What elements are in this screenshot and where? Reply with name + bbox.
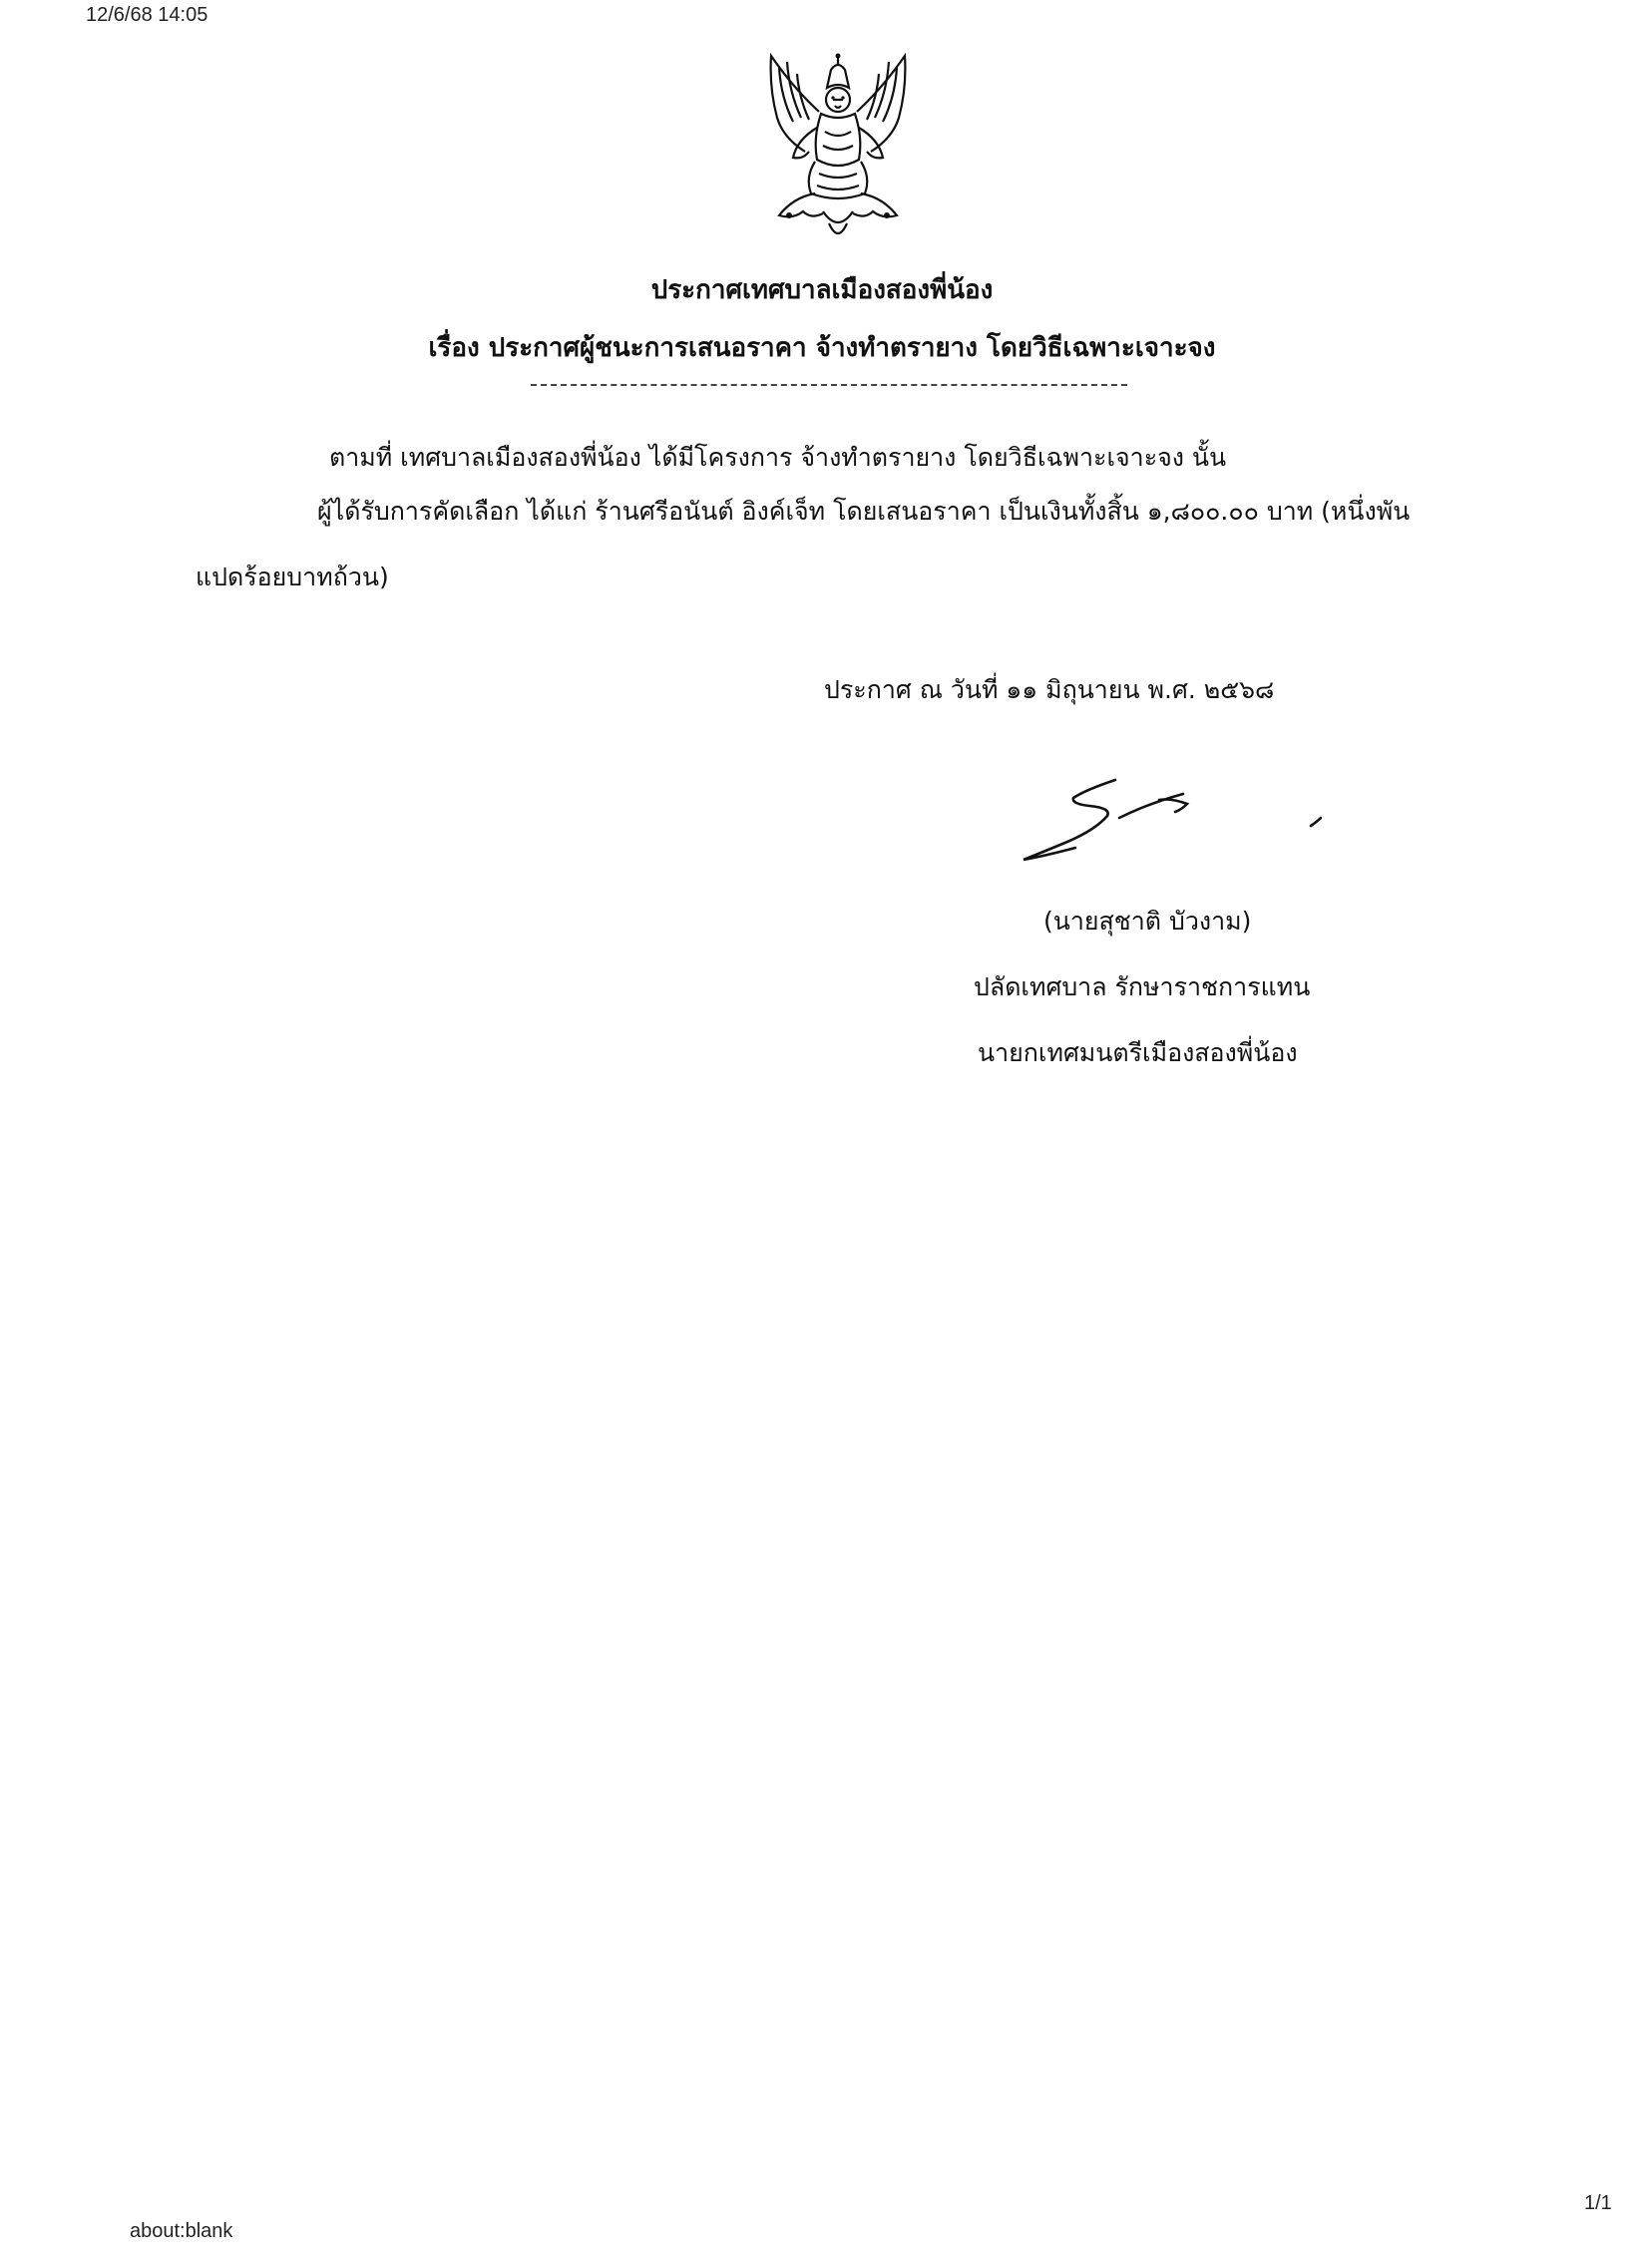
paragraph-project: ตามที่ เทศบาลเมืองสองพี่น้อง ได้มีโครงการ จ้างทำตรายาง โดยวิธีเฉพาะเจาะจง นั้น <box>329 443 1227 472</box>
paragraph-winner-line-2: แปดร้อยบาทถ้วน) <box>196 563 389 591</box>
signatory-name: (นายสุชาติ บัวงาม) <box>1043 907 1252 936</box>
handwritten-signature <box>1016 768 1335 878</box>
print-timestamp: 12/6/68 14:05 <box>86 4 208 26</box>
signatory-position-1: ปลัดเทศบาล รักษาราชการแทน <box>974 972 1311 1001</box>
paragraph-winner-line-1: ผู้ได้รับการคัดเลือก ได้แก่ ร้านศรีอนันต์ อิงค์เจ็ท โดยเสนอราคา เป็นเงินทั้งสิ้น ๑,๘๐๐.๐๐ บาท (หนึ่งพัน <box>317 497 1411 526</box>
print-url: about:blank <box>130 2220 233 2242</box>
print-page-count: 1/1 <box>1584 2192 1612 2214</box>
document-subject: เรื่อง ประกาศผู้ชนะการเสนอราคา จ้างทำตรายาง โดยวิธีเฉพาะเจาะจง <box>428 333 1216 363</box>
garuda-emblem-icon <box>753 48 923 247</box>
signatory-position-2: นายกเทศมนตรีเมืองสองพี่น้อง <box>978 1038 1298 1067</box>
announce-date: ประกาศ ณ วันที่ ๑๑ มิถุนายน พ.ศ. ๒๕๖๘ <box>824 675 1275 704</box>
document-title: ประกาศเทศบาลเมืองสองพี่น้อง <box>650 275 994 305</box>
title-divider <box>531 384 1127 386</box>
